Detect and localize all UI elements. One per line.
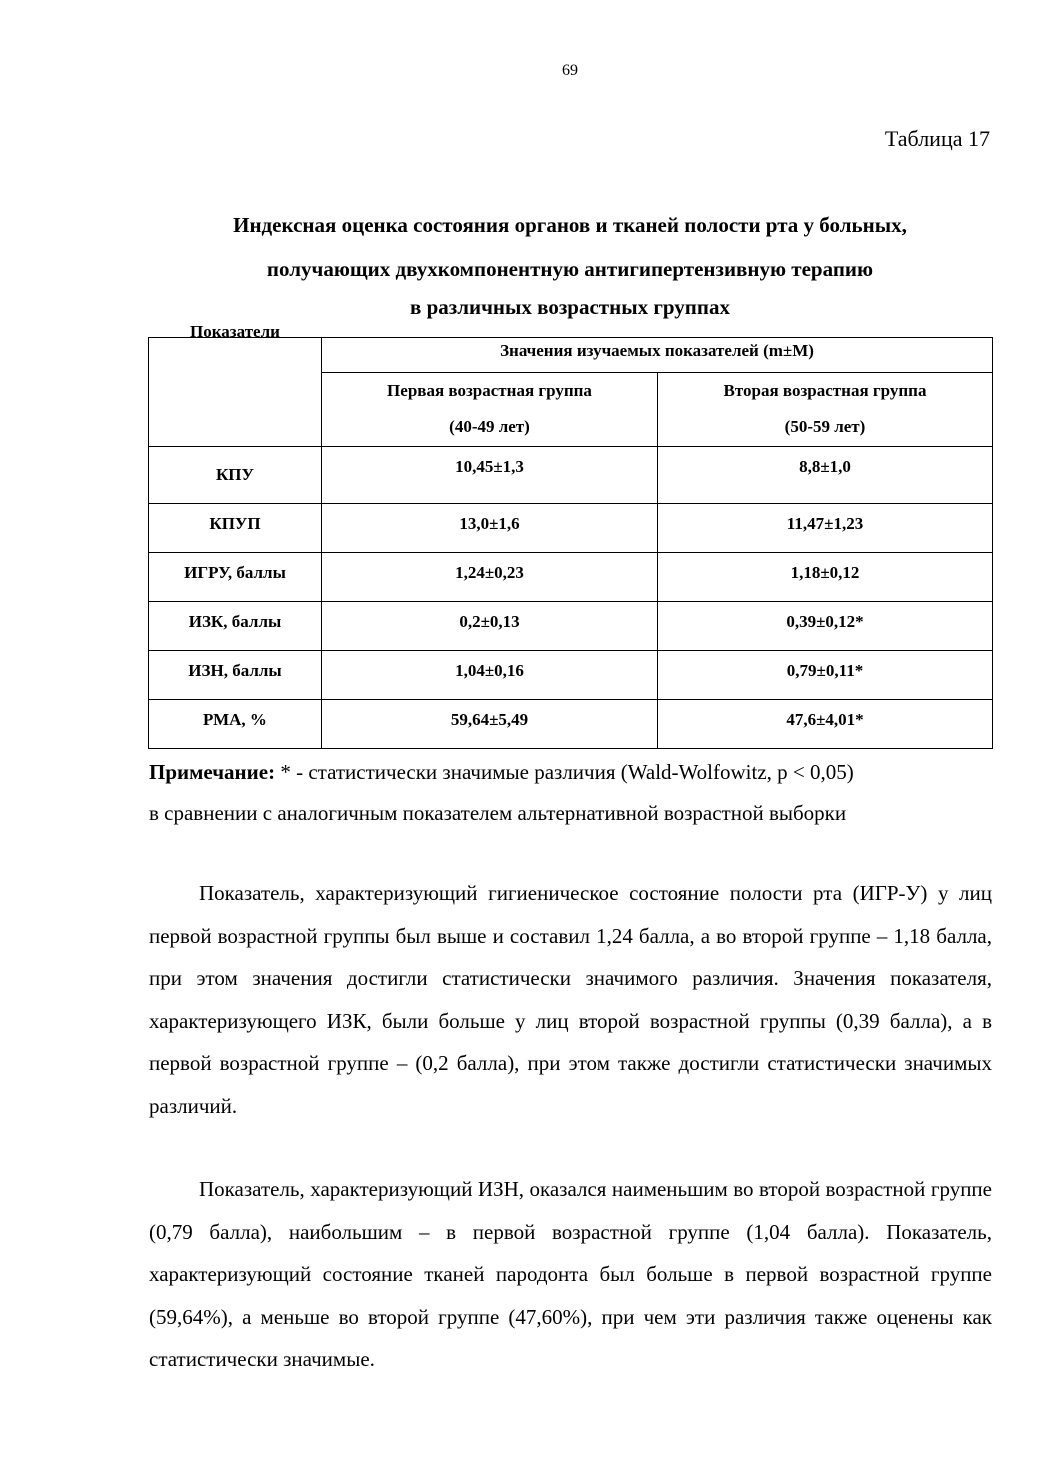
- cell-indicator: КПУП: [149, 504, 322, 553]
- cell-indicator: ИЗН, баллы: [149, 651, 322, 700]
- cell-group-1: 0,2±0,13: [322, 602, 658, 651]
- table-row: [149, 447, 993, 504]
- page-number: 69: [562, 62, 578, 79]
- note-label: Примечание:: [149, 760, 276, 784]
- header-group-1-name: Первая возрастная группа: [387, 381, 592, 400]
- paragraph-1-text: Показатель, характеризующий гигиеническое состояние полости рта (ИГР-У) у лиц первой возрастной группы был выше и составил 1,24 балла, а во второй группе – 1,18 балла, при этом значения достигли статистически значимого различия. Значения показателя, характеризующего ИЗК, были больше у лиц второй возрастной группы (0,39 балла), а в первой возрастной группе – (0,2 балла), при этом также достигли статистически значимых различий.: [149, 881, 992, 1118]
- paragraph-2-text: Показатель, характеризующий ИЗН, оказался наименьшим во второй возрастной группе (0,79 балла), наибольшим – в первой возрастной группе (1,04 балла). Показатель, характеризующий состояние тканей пародонта был больше в первой возрастной группе (59,64%), а меньше во второй группе (47,60%), при чем эти различия также оценены как статистически значимые.: [149, 1177, 992, 1371]
- cell-group-2: 0,39±0,12*: [658, 602, 993, 651]
- table-row: [149, 602, 993, 651]
- cell-group-1: 1,04±0,16: [322, 651, 658, 700]
- cell-group-1: 13,0±1,6: [322, 504, 658, 553]
- table-note: [149, 752, 1009, 834]
- body-paragraph-2: [149, 1168, 992, 1381]
- cell-group-1: 10,45±1,3: [322, 447, 658, 504]
- table-title-line-1: Индексная оценка состояния органов и тканей полости рта у больных,: [233, 213, 907, 237]
- cell-indicator: РМА, %: [149, 700, 322, 749]
- note-line-1: [149, 752, 1009, 793]
- table-title: [140, 205, 1000, 329]
- cell-group-2: 47,6±4,01*: [658, 700, 993, 749]
- body-paragraph-1: [149, 872, 992, 1127]
- header-values-group: Значения изучаемых показателей (m±M): [322, 338, 993, 373]
- cell-group-2: 8,8±1,0: [658, 447, 993, 504]
- table-title-line-3: в различных возрастных группах: [409, 295, 730, 319]
- header-indicators: Показатели: [149, 338, 322, 447]
- header-group-1: [322, 373, 658, 447]
- cell-group-1: 59,64±5,49: [322, 700, 658, 749]
- indices-table: [148, 322, 993, 749]
- cell-indicator: ИЗК, баллы: [149, 602, 322, 651]
- table-title-line-2: получающих двухкомпонентную антигипертензивную терапию: [266, 257, 874, 281]
- table-row: [149, 700, 993, 749]
- cell-group-2: 11,47±1,23: [658, 504, 993, 553]
- note-line-2: в сравнении с аналогичным показателем альтернативной возрастной выборки: [149, 801, 847, 825]
- cell-group-2: 0,79±0,11*: [658, 651, 993, 700]
- cell-group-1: 1,24±0,23: [322, 553, 658, 602]
- header-group-2: [658, 373, 993, 447]
- note-text-1: * - статистически значимые различия (Wald-Wolfowitz, p < 0,05): [275, 760, 854, 784]
- table-label: Таблица 17: [884, 126, 990, 151]
- header-group-2-age: (50-59 лет): [784, 417, 866, 436]
- cell-indicator: ИГРУ, баллы: [149, 553, 322, 602]
- table-row: [149, 651, 993, 700]
- cell-indicator: КПУ: [149, 447, 322, 504]
- header-group-2-name: Вторая возрастная группа: [723, 381, 927, 400]
- cell-group-2: 1,18±0,12: [658, 553, 993, 602]
- table-row: [149, 553, 993, 602]
- header-group-1-age: (40-49 лет): [449, 417, 530, 436]
- table-row: [149, 504, 993, 553]
